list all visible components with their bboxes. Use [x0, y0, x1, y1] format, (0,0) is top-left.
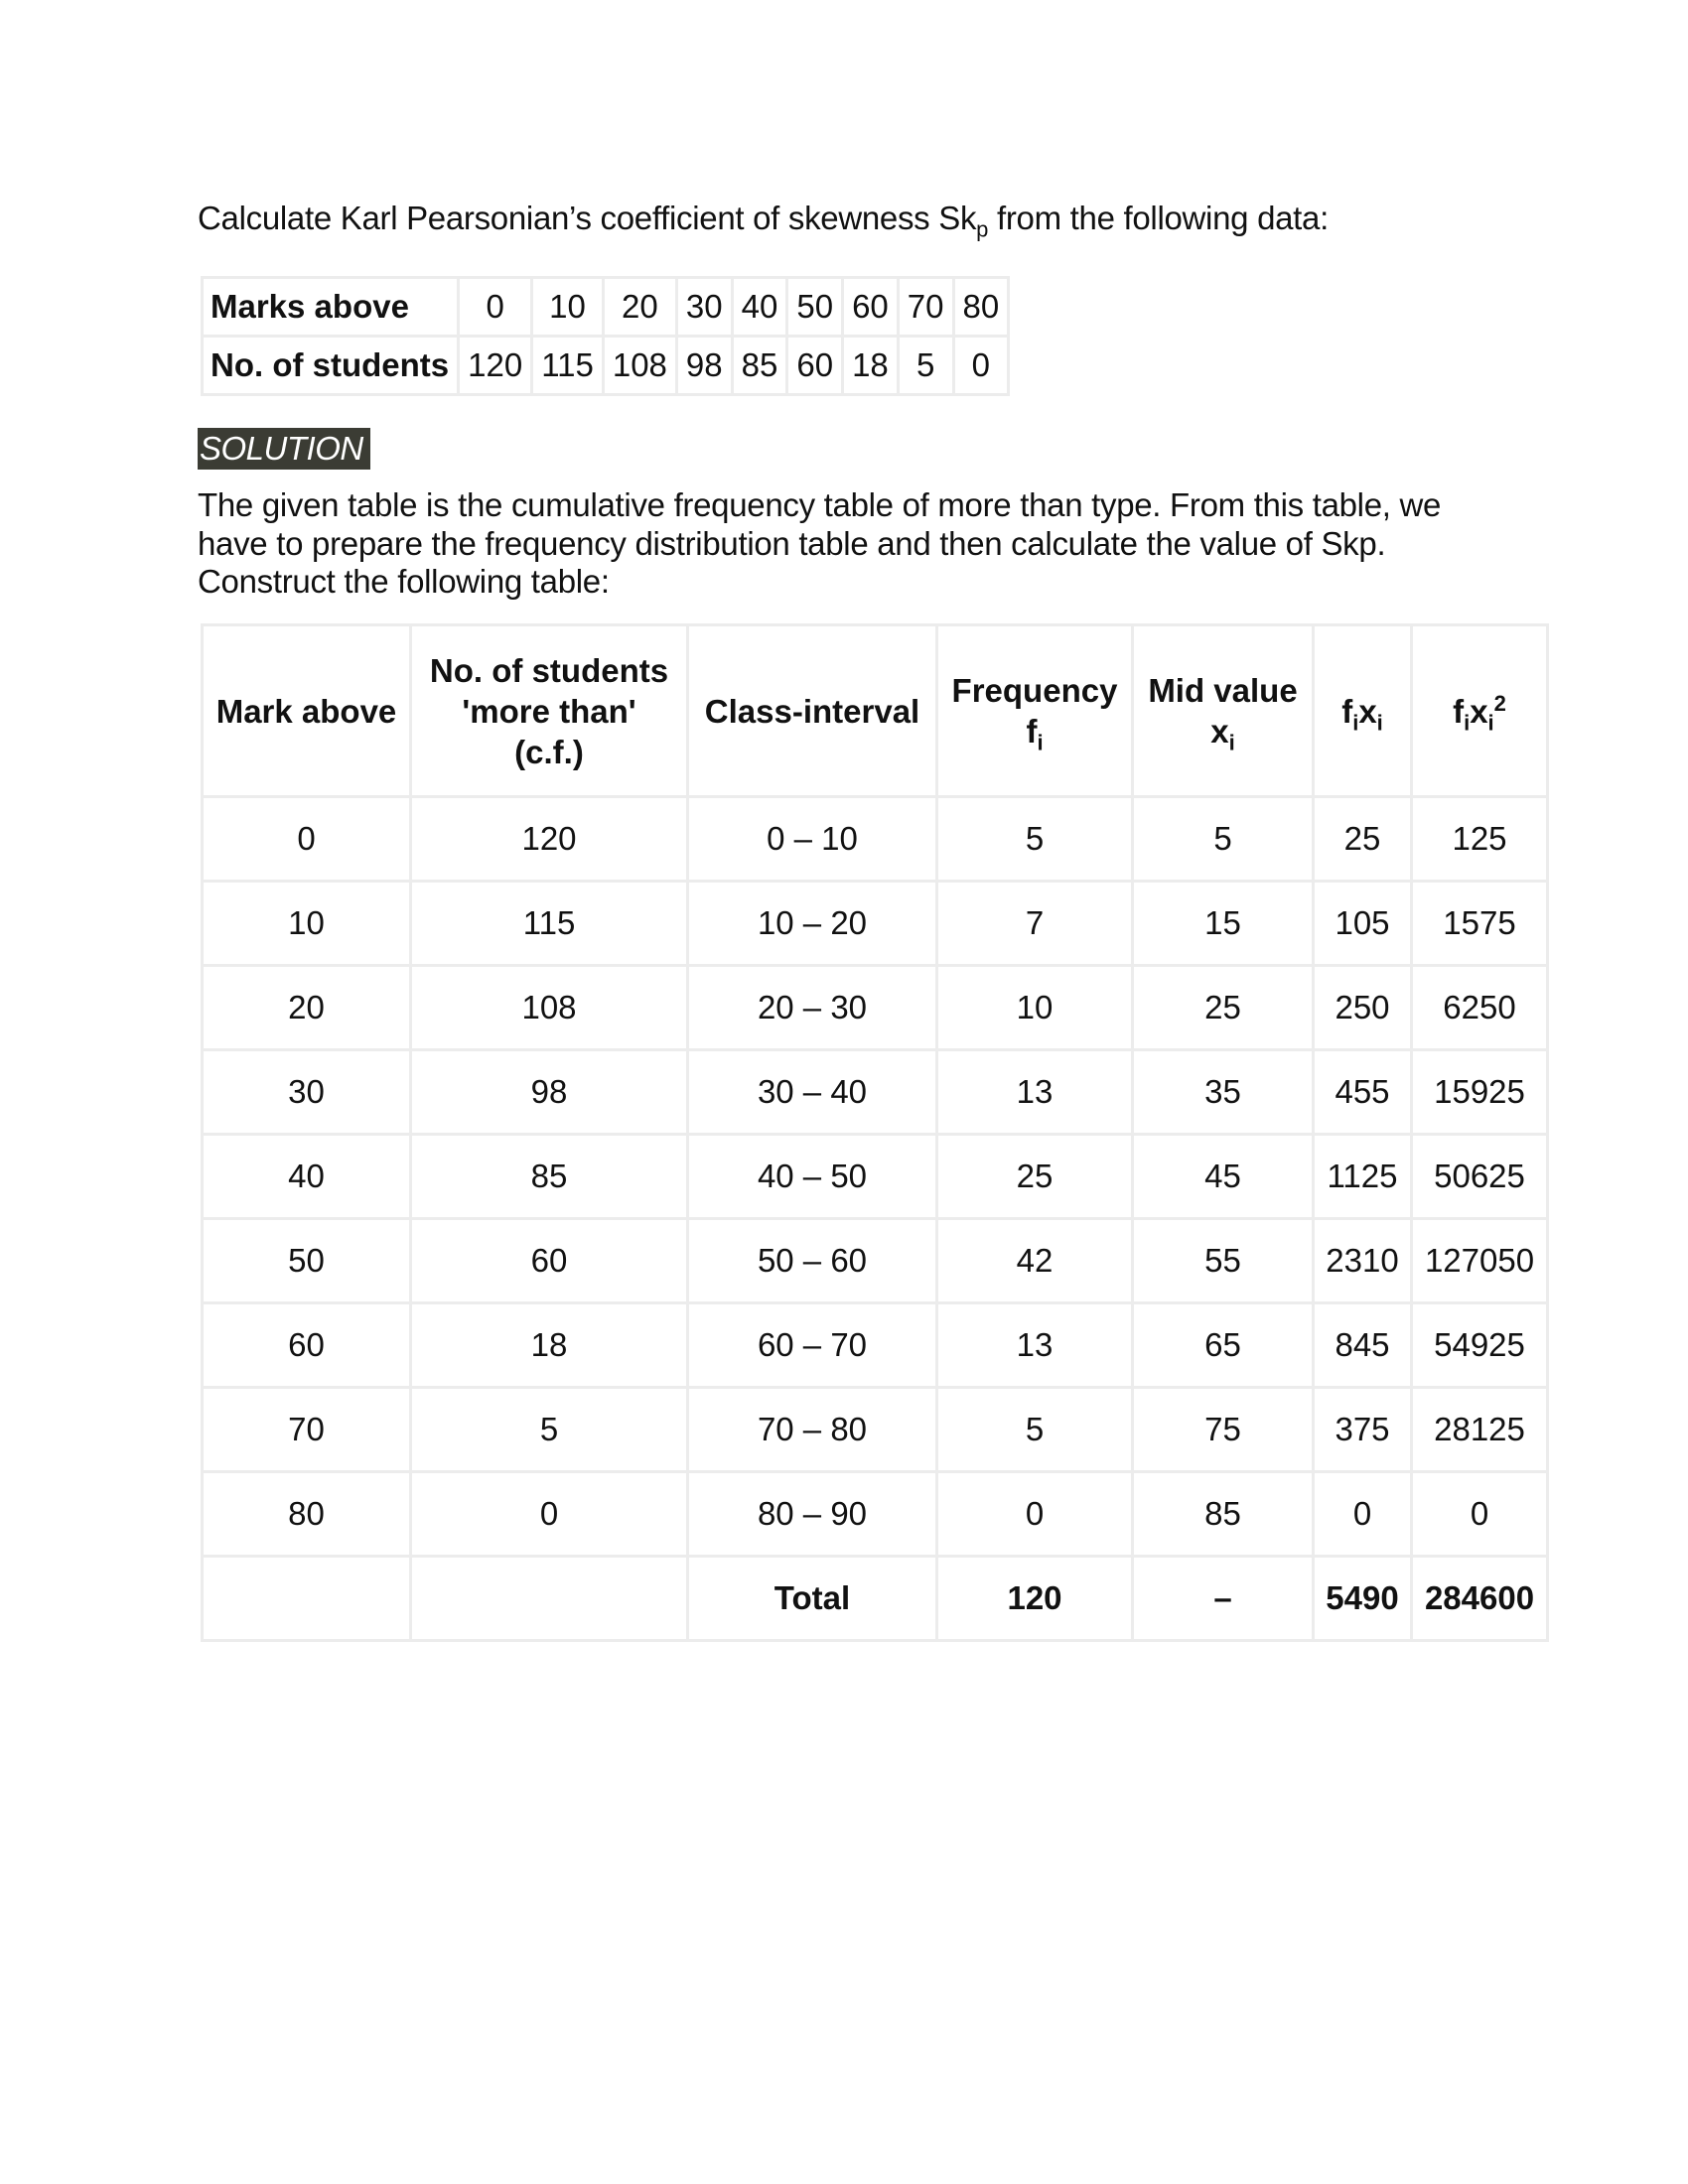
cell-frequency: 13 — [937, 1303, 1133, 1388]
cell-class-interval: 0 – 10 — [688, 797, 937, 882]
given-cell: 5 — [898, 337, 953, 395]
given-cell: 115 — [532, 337, 604, 395]
cell-fx: 455 — [1314, 1050, 1412, 1135]
cell-class-interval: 10 – 20 — [688, 882, 937, 966]
table-row — [203, 1472, 1548, 1557]
cell-mark: 20 — [203, 966, 411, 1050]
cell-mark: 60 — [203, 1303, 411, 1388]
cell-total-mid-value: – — [1133, 1557, 1314, 1641]
superscript: 2 — [1493, 690, 1506, 716]
given-cell: 18 — [843, 337, 899, 395]
cell-fx2: 127050 — [1412, 1219, 1548, 1303]
cell-empty — [203, 1557, 411, 1641]
cell-mid-value: 5 — [1133, 797, 1314, 882]
cell-fx2: 1575 — [1412, 882, 1548, 966]
header-fx — [1314, 625, 1412, 797]
given-cell: 50 — [787, 278, 843, 337]
cell-frequency: 25 — [937, 1135, 1133, 1219]
symbol: x — [1210, 713, 1229, 750]
cell-fx2: 6250 — [1412, 966, 1548, 1050]
given-cell: 30 — [676, 278, 732, 337]
paragraph-line: The given table is the cumulative frequency table of more than type. From this table, we — [198, 486, 1442, 523]
question-suffix: from the following data: — [988, 200, 1329, 236]
header-text: 'more than' — [462, 692, 636, 730]
symbol: f — [1341, 692, 1353, 730]
table-row — [203, 1219, 1548, 1303]
header-frequency — [937, 625, 1133, 797]
header-mid-value — [1133, 625, 1314, 797]
cell-cf: 115 — [411, 882, 688, 966]
header-students-cf — [411, 625, 688, 797]
frequency-distribution-table — [201, 623, 1549, 1642]
cell-class-interval: 70 – 80 — [688, 1388, 937, 1472]
cell-mid-value: 35 — [1133, 1050, 1314, 1135]
question-text — [198, 195, 1329, 242]
cell-mark: 40 — [203, 1135, 411, 1219]
cell-mid-value: 45 — [1133, 1135, 1314, 1219]
cell-fx: 2310 — [1314, 1219, 1412, 1303]
header-text: Mid value — [1148, 672, 1298, 709]
subscript: i — [1352, 710, 1359, 736]
given-cell: 98 — [676, 337, 732, 395]
table-total-row — [203, 1557, 1548, 1641]
cell-mid-value: 25 — [1133, 966, 1314, 1050]
subscript: i — [1037, 730, 1044, 755]
cell-mid-value: 55 — [1133, 1219, 1314, 1303]
cell-frequency: 7 — [937, 882, 1133, 966]
table-row — [203, 882, 1548, 966]
paragraph-line: have to prepare the frequency distribution table and then calculate the value of Skp. — [198, 524, 1386, 562]
cell-class-interval: 60 – 70 — [688, 1303, 937, 1388]
cell-frequency: 13 — [937, 1050, 1133, 1135]
cell-fx: 375 — [1314, 1388, 1412, 1472]
paragraph-line: Construct the following table: — [198, 563, 610, 600]
table-row — [203, 1050, 1548, 1135]
symbol: f — [1026, 713, 1038, 750]
cell-cf: 60 — [411, 1219, 688, 1303]
given-cell: 0 — [953, 337, 1009, 395]
header-mark-above — [203, 625, 411, 797]
cell-mark: 50 — [203, 1219, 411, 1303]
symbol: x — [1470, 692, 1488, 730]
given-cell: 80 — [953, 278, 1009, 337]
solution-heading: SOLUTION — [198, 428, 370, 470]
header-text: Mark above — [215, 692, 397, 730]
subscript: i — [1228, 730, 1235, 755]
header-text: Class-interval — [704, 692, 920, 730]
cell-total-frequency: 120 — [937, 1557, 1133, 1641]
header-symbol — [1134, 711, 1312, 755]
table-row — [203, 1303, 1548, 1388]
symbol: f — [1453, 692, 1465, 730]
given-cell: 108 — [603, 337, 676, 395]
table-row — [203, 1135, 1548, 1219]
cell-cf: 98 — [411, 1050, 688, 1135]
cell-mark: 30 — [203, 1050, 411, 1135]
cell-class-interval: 20 – 30 — [688, 966, 937, 1050]
cell-frequency: 5 — [937, 797, 1133, 882]
cell-mid-value: 75 — [1133, 1388, 1314, 1472]
given-row-label: No. of students — [203, 337, 459, 395]
given-cell: 20 — [603, 278, 676, 337]
given-cell: 0 — [459, 278, 532, 337]
symbol: x — [1358, 692, 1377, 730]
header-fx2 — [1412, 625, 1548, 797]
cell-fx: 0 — [1314, 1472, 1412, 1557]
cell-mid-value: 65 — [1133, 1303, 1314, 1388]
cell-fx: 250 — [1314, 966, 1412, 1050]
cell-frequency: 10 — [937, 966, 1133, 1050]
subscript: i — [1376, 710, 1383, 736]
given-cell: 10 — [532, 278, 604, 337]
subscript: i — [1464, 710, 1471, 736]
cell-class-interval: 50 – 60 — [688, 1219, 937, 1303]
given-cell: 40 — [732, 278, 787, 337]
cell-fx2: 0 — [1412, 1472, 1548, 1557]
subscript: i — [1487, 710, 1494, 736]
cell-mark: 10 — [203, 882, 411, 966]
given-cell: 60 — [843, 278, 899, 337]
given-cell: 85 — [732, 337, 787, 395]
cell-fx2: 54925 — [1412, 1303, 1548, 1388]
cell-fx: 845 — [1314, 1303, 1412, 1388]
table-row — [203, 797, 1548, 882]
cell-class-interval: 80 – 90 — [688, 1472, 937, 1557]
given-cell: 120 — [459, 337, 532, 395]
table-row — [203, 966, 1548, 1050]
header-text: No. of students — [429, 651, 669, 689]
header-symbol — [938, 711, 1131, 755]
cell-frequency: 0 — [937, 1472, 1133, 1557]
cell-cf: 0 — [411, 1472, 688, 1557]
cell-cf: 108 — [411, 966, 688, 1050]
given-cell: 70 — [898, 278, 953, 337]
cell-fx: 1125 — [1314, 1135, 1412, 1219]
cell-cf: 18 — [411, 1303, 688, 1388]
cell-class-interval: 40 – 50 — [688, 1135, 937, 1219]
table-header-row — [203, 625, 1548, 797]
cell-mid-value: 15 — [1133, 882, 1314, 966]
given-row-label: Marks above — [203, 278, 459, 337]
cell-fx2: 28125 — [1412, 1388, 1548, 1472]
given-row-marks — [203, 278, 1009, 337]
table-row — [203, 1388, 1548, 1472]
cell-fx2: 125 — [1412, 797, 1548, 882]
given-row-students — [203, 337, 1009, 395]
given-data-table — [201, 276, 1010, 396]
question-subscript: p — [976, 216, 989, 242]
cell-cf: 85 — [411, 1135, 688, 1219]
cell-mark: 0 — [203, 797, 411, 882]
header-text: (c.f.) — [514, 733, 584, 770]
cell-total-fx2: 284600 — [1412, 1557, 1548, 1641]
cell-fx2: 15925 — [1412, 1050, 1548, 1135]
cell-cf: 5 — [411, 1388, 688, 1472]
cell-frequency: 5 — [937, 1388, 1133, 1472]
cell-mid-value: 85 — [1133, 1472, 1314, 1557]
cell-fx: 105 — [1314, 882, 1412, 966]
cell-total-fx: 5490 — [1314, 1557, 1412, 1641]
cell-class-interval: 30 – 40 — [688, 1050, 937, 1135]
cell-frequency: 42 — [937, 1219, 1133, 1303]
question-prefix: Calculate Karl Pearsonian’s coefficient of skewness Sk — [198, 200, 977, 236]
cell-mark: 80 — [203, 1472, 411, 1557]
cell-mark: 70 — [203, 1388, 411, 1472]
header-text: Frequency — [951, 672, 1118, 709]
solution-paragraph — [198, 486, 1528, 602]
cell-total-label: Total — [688, 1557, 937, 1641]
cell-cf: 120 — [411, 797, 688, 882]
header-class-interval — [688, 625, 937, 797]
given-cell: 60 — [787, 337, 843, 395]
cell-fx2: 50625 — [1412, 1135, 1548, 1219]
cell-empty — [411, 1557, 688, 1641]
cell-fx: 25 — [1314, 797, 1412, 882]
